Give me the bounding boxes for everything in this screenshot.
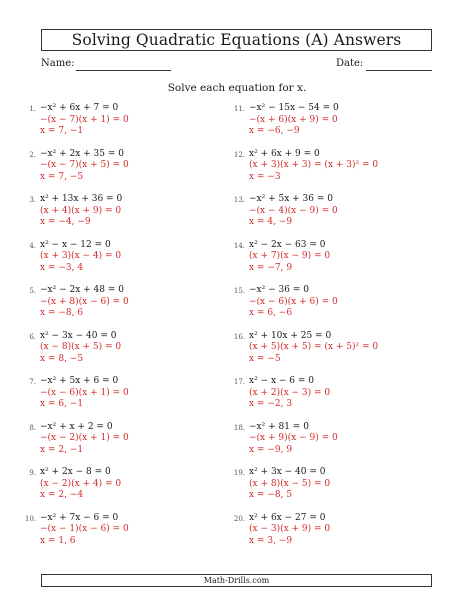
- equation: −x² + 81 = 0: [249, 421, 309, 432]
- factored-form: (x + 4)(x + 9) = 0: [40, 205, 122, 216]
- worksheet-title: Solving Quadratic Equations (A) Answers: [41, 29, 432, 51]
- problem-7: [15, 376, 215, 418]
- problem-number: 8.: [29, 423, 36, 432]
- problem-number: 11.: [233, 105, 245, 113]
- equation: x² − 3x − 40 = 0: [40, 330, 117, 341]
- factored-form: (x + 3)(x − 4) = 0: [40, 251, 122, 261]
- solution: x = −2, 3: [249, 399, 293, 409]
- factored-form: −(x − 6)(x + 6) = 0: [249, 296, 338, 307]
- problem-12: [224, 149, 424, 191]
- factored-form: −(x − 6)(x + 1) = 0: [40, 387, 129, 398]
- equation: x² + 2x − 8 = 0: [40, 467, 111, 477]
- factored-form: −(x − 1)(x − 6) = 0: [40, 524, 129, 534]
- problem-number: 3.: [29, 196, 36, 204]
- name-date-row: [41, 58, 433, 72]
- solution: x = −5: [249, 353, 281, 364]
- problem-20: [224, 513, 424, 555]
- problem-number: 5.: [29, 287, 36, 295]
- equation: −x² + 5x + 6 = 0: [40, 376, 119, 386]
- factored-form: (x − 3)(x + 9) = 0: [249, 524, 331, 534]
- solution: x = 1, 6: [40, 535, 76, 546]
- problem-9: [15, 467, 215, 509]
- solution: x = 6, −1: [40, 399, 84, 409]
- equation: −x² + x + 2 = 0: [40, 421, 113, 432]
- factored-form: −(x − 2)(x + 1) = 0: [40, 433, 129, 443]
- problem-11: [224, 103, 424, 145]
- factored-form: (x + 3)(x + 3) = (x + 3)² = 0: [249, 160, 379, 170]
- problem-number: 10.: [24, 514, 36, 523]
- solution: x = 8, −5: [40, 353, 84, 364]
- equation: x² + 13x + 36 = 0: [40, 194, 123, 204]
- problem-4: [15, 240, 215, 282]
- equation: x² + 10x + 25 = 0: [249, 330, 332, 341]
- problem-number: 13.: [233, 196, 245, 204]
- problem-number: 18.: [233, 423, 245, 432]
- problem-14: [224, 240, 424, 282]
- factored-form: (x − 2)(x + 4) = 0: [40, 478, 122, 489]
- problem-6: [15, 331, 215, 373]
- problem-number: 9.: [29, 469, 36, 477]
- factored-form: −(x − 7)(x + 1) = 0: [40, 114, 129, 125]
- date-blank-line: [366, 70, 432, 71]
- problem-number: 4.: [29, 241, 36, 250]
- solution: x = 2, −4: [40, 490, 84, 500]
- equation: x² + 6x − 27 = 0: [249, 512, 326, 523]
- problem-15: [224, 285, 424, 327]
- equation: x² − x − 6 = 0: [249, 376, 314, 386]
- factored-form: −(x + 9)(x − 9) = 0: [249, 433, 338, 443]
- factored-form: (x + 2)(x − 3) = 0: [249, 387, 331, 398]
- factored-form: −(x + 8)(x − 6) = 0: [40, 296, 129, 307]
- factored-form: (x + 8)(x − 5) = 0: [249, 478, 331, 489]
- problem-number: 2.: [29, 150, 36, 159]
- equation: −x² − 36 = 0: [249, 285, 309, 295]
- problem-number: 20.: [233, 514, 245, 523]
- equation: x² − 2x − 63 = 0: [249, 239, 326, 250]
- factored-form: −(x − 7)(x + 5) = 0: [40, 160, 129, 170]
- solution: x = 7, −5: [40, 171, 84, 182]
- solution: x = −6, −9: [249, 126, 300, 136]
- solution: x = −8, 6: [40, 308, 84, 318]
- problem-number: 12.: [233, 150, 245, 159]
- problem-18: [224, 422, 424, 464]
- problem-number: 6.: [29, 332, 36, 341]
- problem-number: 1.: [29, 105, 36, 113]
- problem-1: [15, 103, 215, 145]
- equation: x² + 3x − 40 = 0: [249, 467, 326, 477]
- problem-3: [15, 194, 215, 236]
- factored-form: −(x − 4)(x − 9) = 0: [249, 205, 338, 216]
- solution: x = −9, 9: [249, 444, 293, 455]
- equation: −x² − 2x + 48 = 0: [40, 285, 124, 295]
- problem-16: [224, 331, 424, 373]
- equation: −x² + 7x − 6 = 0: [40, 512, 119, 523]
- problem-10: [15, 513, 215, 555]
- solution: x = −3, 4: [40, 262, 84, 273]
- problem-number: 14.: [233, 241, 245, 250]
- solution: x = −8, 5: [249, 490, 293, 500]
- date-label: Date:: [336, 58, 364, 69]
- problem-number: 17.: [233, 378, 245, 386]
- solution: x = −4, −9: [40, 217, 91, 227]
- name-blank-line: [76, 70, 171, 71]
- equation: −x² − 15x − 54 = 0: [249, 103, 339, 113]
- problem-number: 16.: [233, 332, 245, 341]
- solution: x = −7, 9: [249, 262, 293, 273]
- problem-5: [15, 285, 215, 327]
- factored-form: (x + 5)(x + 5) = (x + 5)² = 0: [249, 342, 379, 352]
- problem-grid: [0, 103, 474, 558]
- problem-8: [15, 422, 215, 464]
- solution: x = 3, −9: [249, 535, 293, 546]
- problem-2: [15, 149, 215, 191]
- factored-form: (x + 7)(x − 9) = 0: [249, 251, 331, 261]
- problem-number: 15.: [233, 287, 245, 295]
- problem-13: [224, 194, 424, 236]
- equation: x² − x − 12 = 0: [40, 239, 111, 250]
- solution: x = 4, −9: [249, 217, 293, 227]
- footer-site-name: Math-Drills.com: [41, 574, 432, 587]
- problem-17: [224, 376, 424, 418]
- solution: x = 2, −1: [40, 444, 84, 455]
- problem-number: 19.: [233, 469, 245, 477]
- solution: x = 7, −1: [40, 126, 84, 136]
- name-label: Name:: [41, 58, 75, 69]
- instructions: Solve each equation for x.: [167, 82, 307, 94]
- equation: x² + 6x + 9 = 0: [249, 148, 320, 159]
- factored-form: (x − 8)(x + 5) = 0: [40, 342, 122, 352]
- equation: −x² + 2x + 35 = 0: [40, 148, 124, 159]
- equation: −x² + 6x + 7 = 0: [40, 103, 119, 113]
- problem-number: 7.: [29, 378, 36, 386]
- solution: x = 6, −6: [249, 308, 293, 318]
- equation: −x² + 5x + 36 = 0: [249, 194, 333, 204]
- factored-form: −(x + 6)(x + 9) = 0: [249, 114, 338, 125]
- problem-19: [224, 467, 424, 509]
- solution: x = −3: [249, 171, 281, 182]
